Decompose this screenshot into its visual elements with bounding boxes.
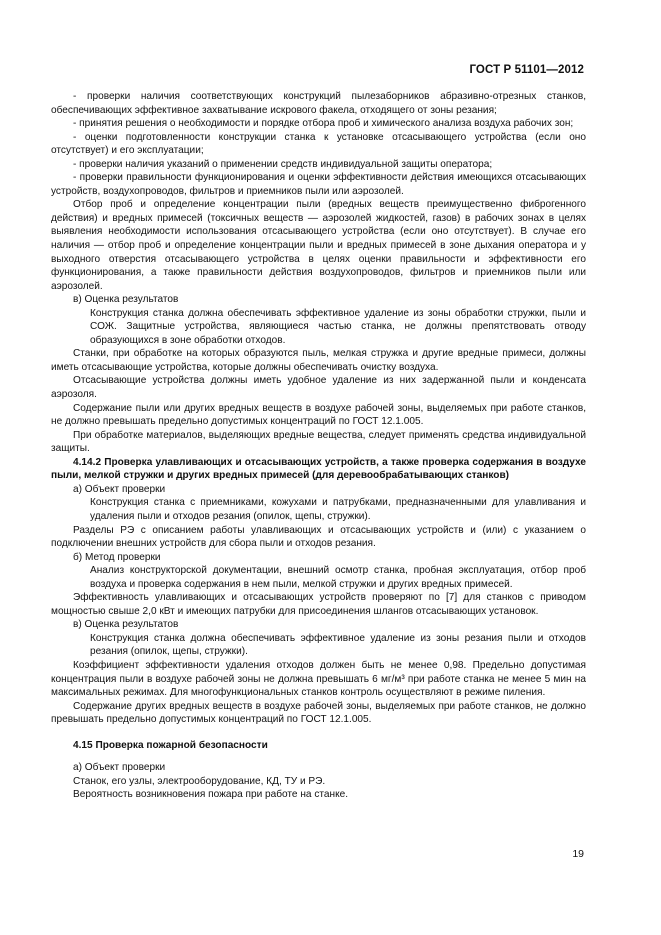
- paragraph: Коэффициент эффективности удаления отходов должен быть не менее 0,98. Предельно допустимая концентрация пыли в воздухе рабочей зоны не должна превышать 6 мг/м³ при работе станка не менее 5 мин на максимальных режимах. Для многофункциональных станков контроль осуществляют в режиме пиления.: [51, 659, 586, 699]
- subsection-label: а) Объект проверки: [73, 762, 166, 774]
- subsection-label: а) Объект проверки: [73, 483, 166, 495]
- section-heading: 4.14.2 Проверка улавливающих и отсасывающих устройств, а также проверка содержания в воздухе пыли, мелкой стружки и других вредных примесей (для деревообрабатывающих станков): [51, 456, 586, 482]
- paragraph: Разделы РЭ с описанием работы улавливающих и отсасывающих устройств и (или) с указанием о подключении внешних устройств для сбора пыли и отходов резания.: [51, 524, 586, 550]
- document-body: [51, 90, 586, 802]
- subsection-label: в) Оценка результатов: [73, 294, 179, 306]
- paragraph: Содержание пыли или других вредных веществ в воздухе рабочей зоны, выделяемых при работе станков, не должно превышать предельно допустимых концентраций по ГОСТ 12.1.005.: [51, 402, 586, 428]
- paragraph: Содержание других вредных веществ в воздухе рабочей зоны, выделяемых при работе станков, не должно превышать предельно допустимых концентраций по ГОСТ 12.1.005.: [51, 700, 586, 726]
- paragraph: Станки, при обработке на которых образуются пыль, мелкая стружка и другие вредные примеси, должны иметь отсасывающие устройства, которые должны обеспечивать очистку воздуха.: [51, 348, 586, 373]
- paragraph: - проверки наличия соответствующих конструкций пылезаборников абразивно-отрезных станков, обеспечивающих эффективное захватывание искрового факела, отходящего от зоны резания;: [51, 91, 586, 116]
- paragraph: - проверки наличия указаний о применении средств индивидуальной защиты оператора;: [73, 158, 493, 170]
- paragraph: При обработке материалов, выделяющих вредные вещества, следует применять средства индивидуальной защиты.: [51, 429, 586, 455]
- subsection-label: б) Метод проверки: [73, 551, 161, 563]
- paragraph: Конструкция станка с приемниками, кожухами и патрубками, предназначенными для улавливания и удаления пыли и отходов резания (опилок, щепы, стружки).: [90, 497, 586, 522]
- paragraph: - проверки правильности функционирования и оценки эффективности действия имеющихся отсасывающих устройств, воздухопроводов, фильтров и приемников пыли или аэрозолей.: [51, 172, 586, 197]
- paragraph: Конструкция станка должна обеспечивать эффективное удаление из зоны обработки стружки, пыли и СОЖ. Защитные устройства, являющиеся частью станка, не должны препятствовать отводу образующихся в зоне обработки отходов.: [90, 307, 586, 346]
- paragraph: Отсасывающие устройства должны иметь удобное удаление из них задержанной пыли и конденсата аэрозоля.: [51, 375, 586, 401]
- paragraph: Вероятность возникновения пожара при работе на станке.: [73, 789, 349, 801]
- paragraph: Эффективность улавливающих и отсасывающих устройств проверяют по [7] для станков с приводом мощностью свыше 2,0 кВт и имеющих патрубки для присоединения шлангов отсасывающих установок.: [51, 592, 586, 617]
- paragraph: - принятия решения о необходимости и порядке отбора проб и химического анализа воздуха рабочих зон;: [73, 118, 574, 130]
- subsection-label: в) Оценка результатов: [73, 619, 179, 631]
- paragraph: Конструкция станка должна обеспечивать эффективное удаление из зоны резания пыли и отходов резания (опилок, щепы, стружки).: [90, 632, 586, 658]
- page-number: 19: [572, 848, 584, 860]
- paragraph: - оценки подготовленности конструкции станка к установке отсасывающего устройства (если оно отсутствует) и его эксплуатации;: [51, 131, 586, 157]
- paragraph: Отбор проб и определение концентрации пыли (вредных веществ преимущественно фиброгенного действия) и вредных примесей (токсичных веществ — аэрозолей жидкостей, газов) в рабочих зонах в целях выявления необходимости использования отсасывающего устройства (если оно отсутствует). В случае его наличия — отбор проб и определение концентрации пыли и вредных примесей в зоне дыхания оператора и у выходного отверстия отсасывающего устройства в целях оценки правильности и эффективности его функционирования, а также правильности действия воздухопроводов, фильтров и приемников пыли или аэрозолей.: [51, 199, 586, 292]
- paragraph: Станок, его узлы, электрооборудование, КД, ТУ и РЭ.: [73, 775, 326, 787]
- paragraph: Анализ конструкторской документации, внешний осмотр станка, пробная эксплуатация, отбор проб воздуха и проверка содержания в нем пыли, мелкой стружки и других вредных примесей.: [90, 565, 586, 590]
- section-heading: 4.15 Проверка пожарной безопасности: [73, 739, 268, 751]
- document-code-header: ГОСТ Р 51101—2012: [469, 64, 584, 76]
